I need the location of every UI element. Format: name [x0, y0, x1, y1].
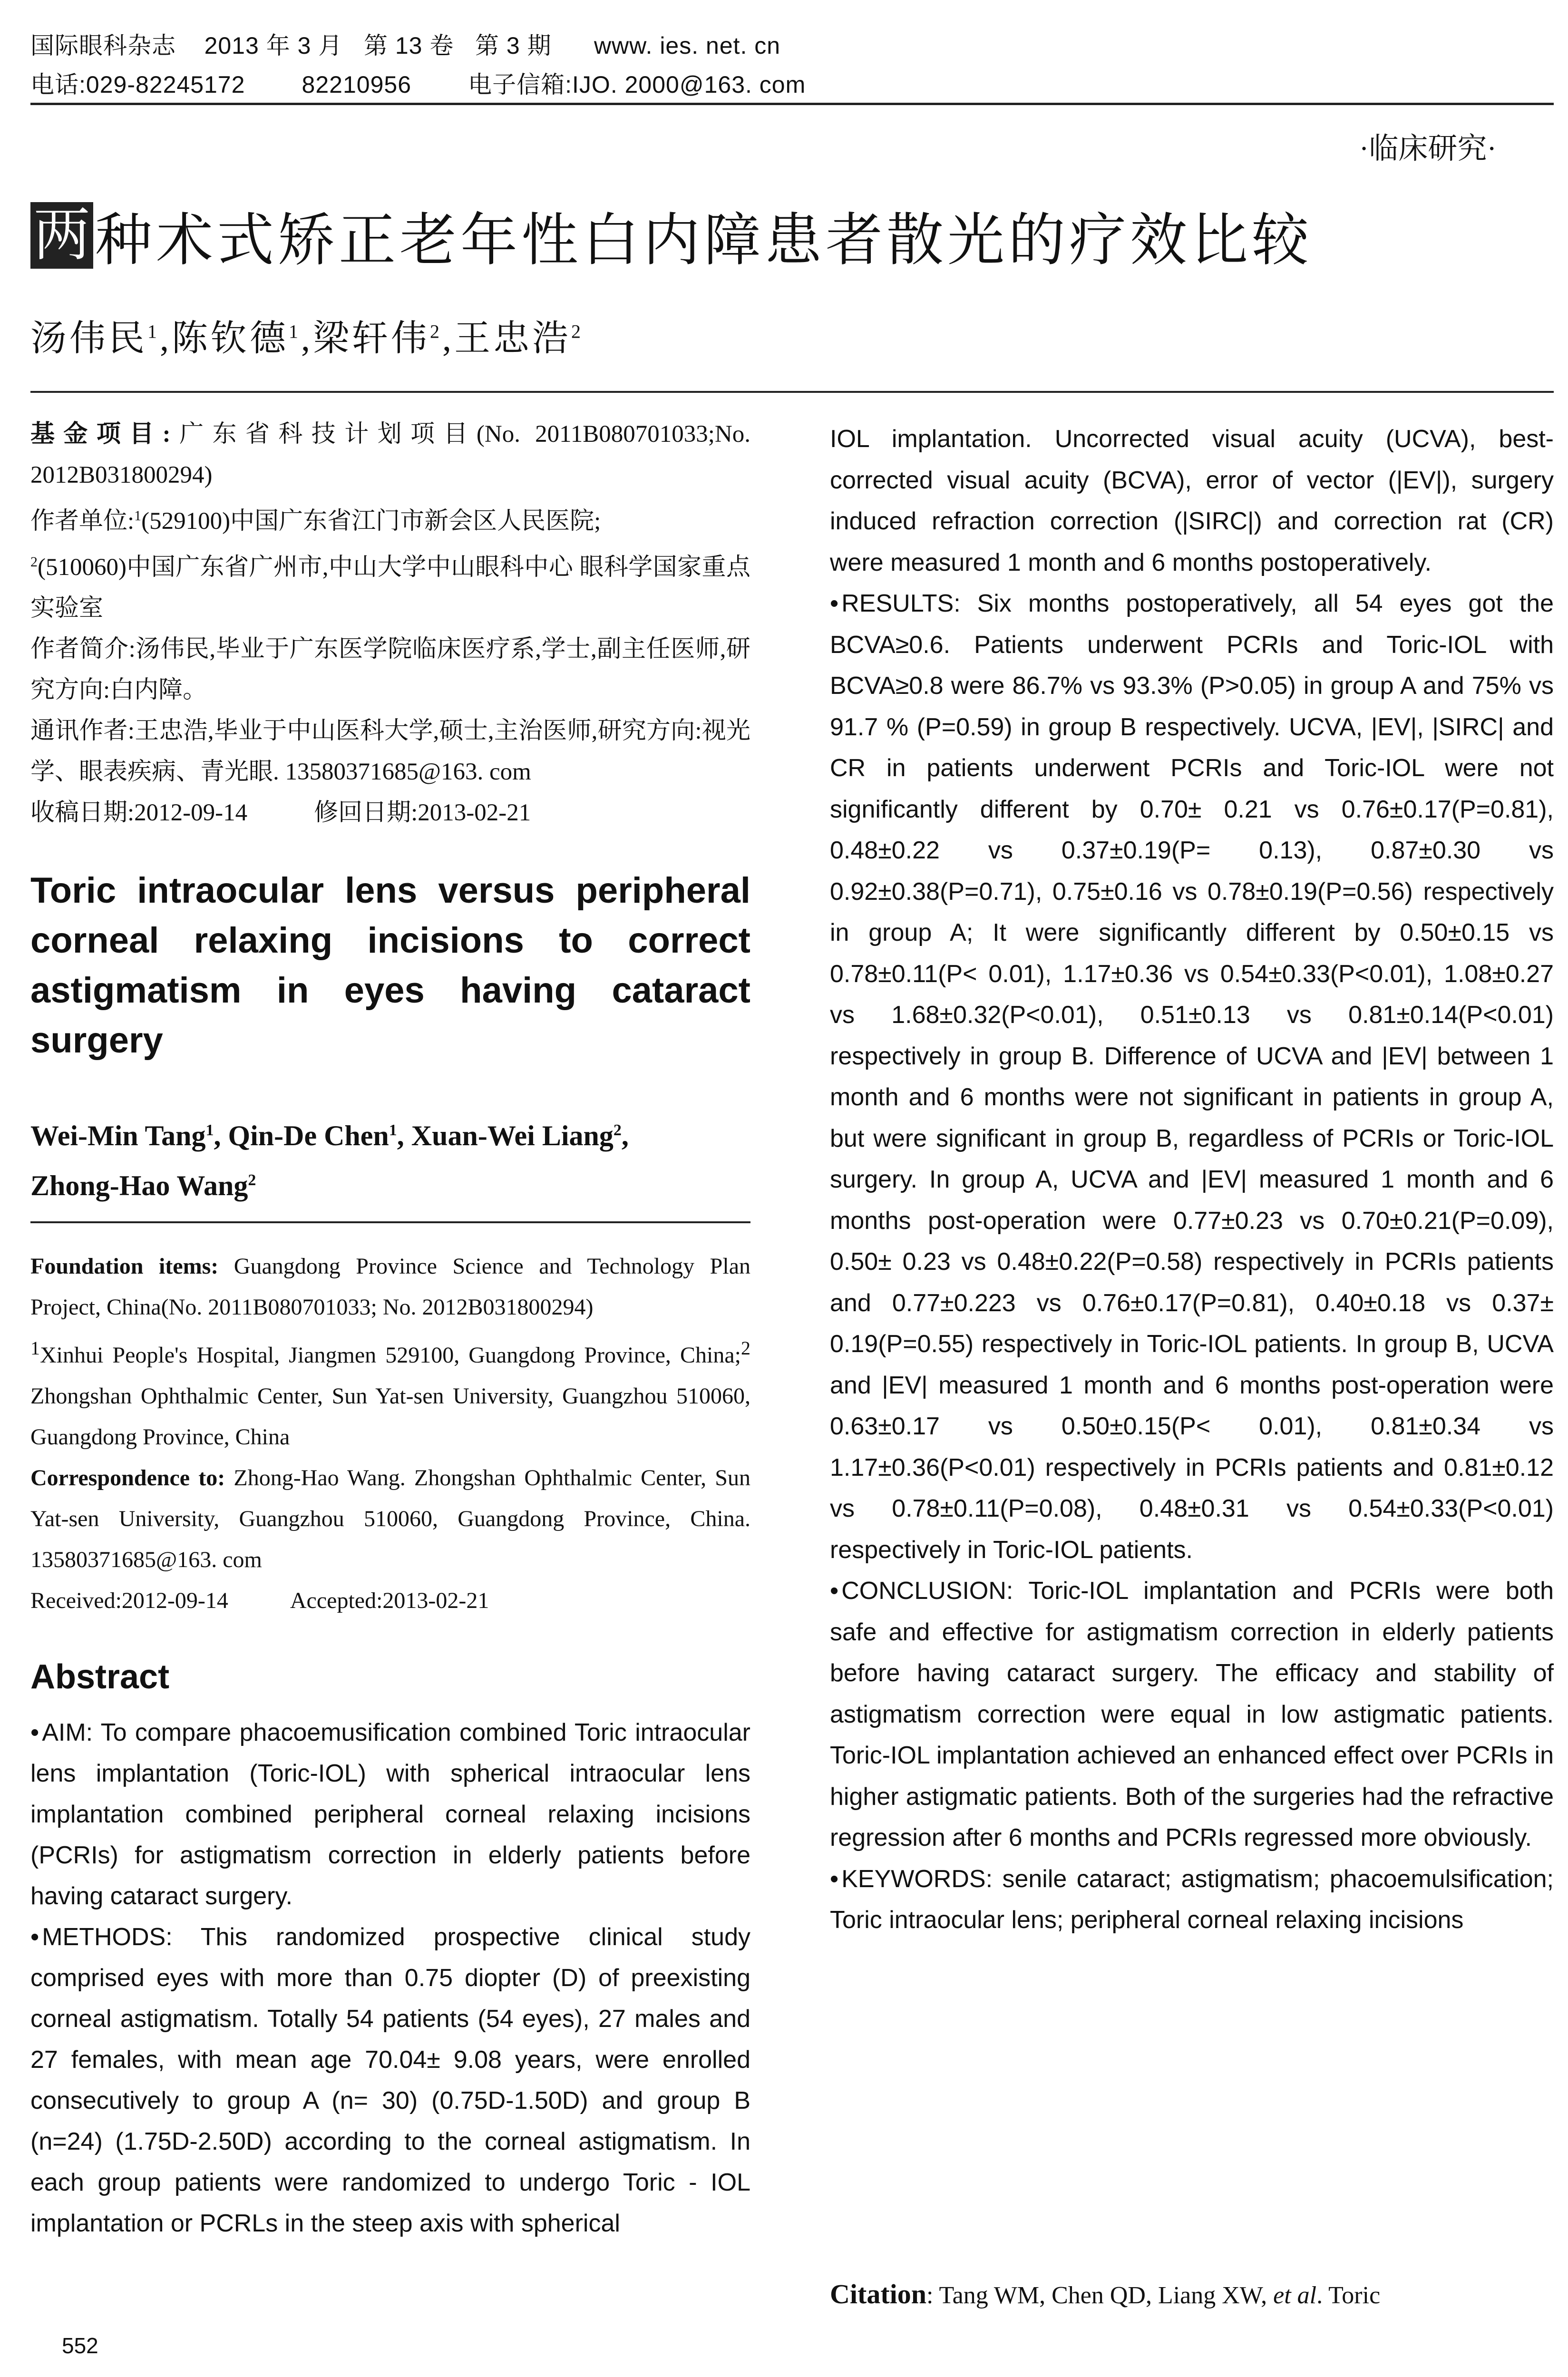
cn-author-sup: 2	[430, 321, 442, 342]
article-title	[30, 200, 1313, 271]
correspondence-line	[30, 1458, 750, 1580]
en-author-sup: 2	[613, 1121, 622, 1139]
header-rule	[30, 103, 1554, 105]
unit1-text: (529100)中国广东省江门市新会区人民医院;	[141, 508, 601, 535]
abstract-results: • RESULTS: Six months postoperatively, all 54 eyes got the BCVA≥0.6. Patients underwent PCRIs and Toric-IOL with BCVA≥0.8 were 86.7% vs 93.3% (P>0.05) in group A and 75% vs 91.7 % (P=0.59) in group B respectively. UCVA, |EV|, |SIRC| and CR in patients underwent PCRIs and Toric-IOL were not significantly different by 0.70± 0.21 vs 0.76±0.17(P=0.81), 0.48±0.22 vs 0.37±0.19(P= 0.13), 0.87±0.30 vs 0.92±0.38(P=0.71), 0.75±0.16 vs 0.78±0.19(P=0.56) respectively in group A; It were significantly different by 0.50±0.15 vs 0.78±0.11(P< 0.01), 1.17±0.36 vs 0.54±0.33(P<0.01), 1.08±0.27 vs 1.68±0.32(P<0.01), 0.51±0.13 vs 0.81±0.14(P<0.01) respectively in group B. Difference of UCVA and |EV| between 1 month and 6 months were not significant in patients in group A, but were significant in group B, regardless of PCRIs or Toric-IOL surgery. In group A, UCVA and |EV| measured 1 month and 6 months post-operation were 0.77±0.23 vs 0.70±0.21(P=0.09), 0.50± 0.23 vs 0.48±0.22(P=0.58) respectively in PCRIs patients and 0.77±0.223 vs 0.76±0.17(P=0.81), 0.40±0.18 vs 0.37± 0.19(P=0.55) respectively in Toric-IOL patients. In group B, UCVA and |EV| measured 1 month and 6 months post-operation were 0.63±0.17 vs 0.50±0.15(P< 0.01), 0.81±0.34 vs 1.17±0.36(P<0.01) respectively in PCRIs patients and 0.81±0.12 vs 0.78±0.11(P=0.08), 0.48±0.31 vs 0.54±0.33(P<0.01) respectively in Toric-IOL patients.	[830, 583, 1554, 1570]
affiliation-line	[30, 1328, 750, 1458]
en-author-sup: 1	[389, 1121, 397, 1139]
abstract-heading: Abstract	[30, 1658, 170, 1696]
abstract-conclusion: • CONCLUSION: Toric-IOL implantation and PCRIs were both safe and effective for astigmatism correction in elderly patients before having cataract surgery. The efficacy and stability of astigmatism correction were equal in low astigmatic patients. Toric-IOL implantation achieved an enhanced effect over PCRIs in higher astigmatic patients. Both of the surgeries had the refractive regression after 6 months and PCRIs regressed more obviously.	[830, 1570, 1554, 1859]
en-author-name: Xuan-Wei Liang	[411, 1120, 614, 1151]
intro-label: 作者简介:	[30, 636, 136, 662]
aff2-sup: 2	[741, 1337, 750, 1359]
cn-author-sup: 1	[289, 321, 301, 342]
correspondence-label: Correspondence to:	[30, 1465, 225, 1490]
citation-authors: : Tang WM, Chen QD, Liang XW,	[926, 2282, 1267, 2309]
citation-etal: et al	[1273, 2282, 1317, 2309]
english-metadata	[30, 1246, 750, 1621]
title-rule	[30, 391, 1554, 393]
citation-text	[830, 2278, 1380, 2310]
corr-text: 王忠浩,毕业于中山医科大学,硕士,主治医师,研究方向:视光学、眼表疾病、青光眼. 13580371685@163. com	[30, 718, 750, 785]
en-accepted: Accepted:2013-02-21	[290, 1588, 489, 1613]
cn-author-name: 汤伟民	[30, 319, 147, 359]
cn-author-name: 梁轩伟	[313, 319, 430, 359]
foundation-text: Guangdong Province Science and Technology Plan Project, China(No. 2011B080701033; No. 2012B031800294)	[30, 1254, 751, 1320]
abstract-methods-part1: • METHODS: This randomized prospective clinical study comprised eyes with more than 0.75 diopter (D) of preexisting corneal astigmatism. Totally 54 patients (54 eyes), 27 males and 27 females, with mean age 70.04± 9.08 years, were enrolled consecutively to group A (n= 30) (0.75D-1.50D) and group B (n=24) (1.75D-2.50D) according to the corneal astigmatism. In each group patients were randomized to undergo Toric - IOL implantation or PCRLs in the steep axis with spherical	[30, 1917, 750, 2244]
abstract-right-column	[830, 419, 1554, 1941]
en-received: Received:2012-09-14	[30, 1588, 228, 1613]
en-author-name: Qin-De Chen	[228, 1120, 389, 1151]
citation-line	[830, 2278, 1554, 2310]
fund-line	[30, 414, 750, 496]
english-title: Toric intraocular lens versus peripheral corneal relaxing incisions to correct astigmatism in eyes having cataract surgery	[30, 870, 750, 1061]
cn-author-sup: 1	[147, 321, 160, 342]
citation-label: Citation	[830, 2279, 926, 2309]
cn-author-sup: 2	[571, 321, 584, 342]
unit2-sup: 2	[30, 554, 38, 570]
fund-label: 基金项目:	[30, 421, 171, 448]
authors-rule	[30, 1221, 750, 1223]
intro-line	[30, 629, 750, 711]
received-date: 收稿日期:2012-09-14	[30, 799, 248, 826]
title-first-char: 两	[30, 202, 93, 269]
chinese-metadata	[30, 414, 750, 833]
citation-tail: . Toric	[1316, 2282, 1381, 2309]
en-dates	[30, 1580, 750, 1621]
corr-line	[30, 711, 750, 792]
page-number: 552	[62, 2333, 98, 2358]
en-author-sup: 2	[248, 1171, 256, 1189]
fund-text: 广东省科技计划项目(No. 2011B080701033;No. 2012B031800294)	[30, 421, 750, 488]
en-author-name: Zhong-Hao Wang	[30, 1170, 248, 1201]
unit2-text: (510060)中国广东省广州市,中山大学中山眼科中心 眼科学国家重点实验室	[30, 554, 750, 622]
journal-header-line2: 电话:029-82245172 82210956 电子信箱:IJO. 2000@163. com	[30, 71, 806, 98]
foundation-label: Foundation items:	[30, 1254, 219, 1279]
aff2-text: Zhongshan Ophthalmic Center, Sun Yat-sen University, Guangzhou 510060, Guangdong Province, China	[30, 1383, 750, 1450]
abstract-left-column	[30, 1712, 750, 2244]
en-author-name: Wei-Min Tang	[30, 1120, 206, 1151]
abstract-keywords: • KEYWORDS: senile cataract; astigmatism; phacoemulsification; Toric intraocular lens; peripheral corneal relaxing incisions	[830, 1859, 1554, 1941]
section-tag: ·临床研究·	[1359, 133, 1497, 165]
chinese-authors: 汤伟民$^1$,陈钦德$^1$,梁轩伟$^2$,王忠浩$^2$	[30, 319, 584, 359]
unit-line	[30, 496, 750, 629]
corr-label: 通讯作者:	[30, 718, 135, 744]
cn-dates	[30, 792, 750, 833]
revised-date: 修回日期:2013-02-21	[314, 799, 531, 826]
correspondence-text: Zhong-Hao Wang. Zhongshan Ophthalmic Center, Sun Yat-sen University, Guangzhou 510060, Guangdong Province, China. 13580371685@163. com	[30, 1465, 751, 1572]
en-author-sup: 1	[205, 1121, 214, 1139]
aff1-text: Xinhui People's Hospital, Jiangmen 529100, Guangdong Province, China;	[40, 1343, 741, 1368]
journal-header-line1: 国际眼科杂志 2013 年 3 月 第 13 卷 第 3 期 www. ies. net. cn	[30, 32, 781, 59]
unit-label: 作者单位:	[30, 508, 135, 535]
english-authors: Wei-Min Tang$^1$, Qin-De Chen$^1$, Xuan-Wei Liang$^2$, Zhong-Hao Wang$^2$	[30, 1120, 629, 1201]
abstract-methods-part2: IOL implantation. Uncorrected visual acuity (UCVA), best-corrected visual acuity (BCVA), error of vector (|EV|), surgery induced refraction correction (|SIRC|) and correction rat (CR) were measured 1 month and 6 months postoperatively.	[830, 425, 1554, 576]
title-rest: 种术式矫正老年性白内障患者散光的疗效比较	[95, 207, 1313, 273]
foundation-line	[30, 1246, 750, 1328]
abstract-aim: • AIM: To compare phacoemusification combined Toric intraocular lens implantation (Toric-IOL) with spherical intraocular lens implantation combined peripheral corneal relaxing incisions (PCRIs) for astigmatism correction in elderly patients before having cataract surgery.	[30, 1712, 750, 1917]
cn-author-name: 王忠浩	[454, 319, 571, 359]
aff1-sup: 1	[30, 1337, 40, 1359]
intro-text: 汤伟民,毕业于广东医学院临床医疗系,学士,副主任医师,研究方向:白内障。	[30, 636, 750, 703]
cn-author-name: 陈钦德	[172, 319, 289, 359]
unit1-sup: 1	[134, 508, 142, 524]
